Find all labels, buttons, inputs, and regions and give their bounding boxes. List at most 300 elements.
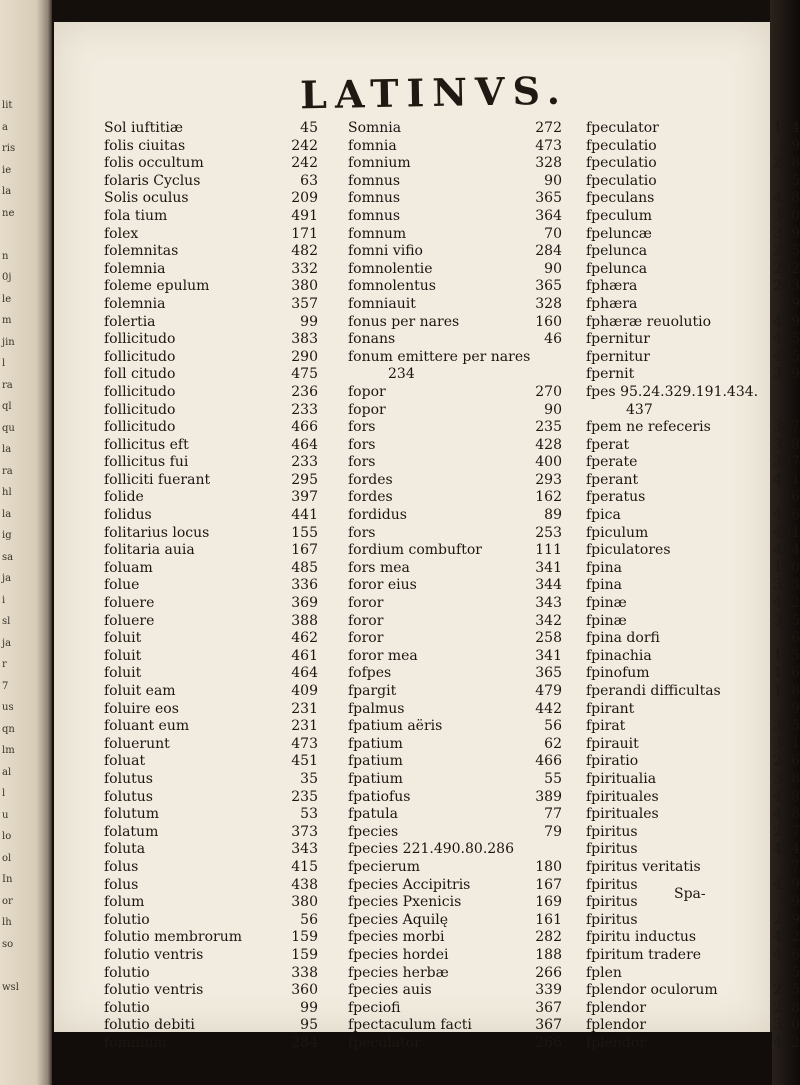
index-entry — [586, 402, 800, 420]
entry-page-number: 379 — [773, 366, 800, 383]
entry-page-number: 55 — [544, 770, 562, 787]
entry-page-number: 176 — [773, 665, 800, 682]
entry-page-number: 328 — [535, 295, 562, 312]
entry-page-number: 114 — [773, 120, 800, 136]
index-entry — [586, 701, 800, 719]
entry-page-number: 397 — [291, 489, 318, 506]
entry-term: fpectaculum facti — [348, 1017, 472, 1034]
margin-fragment: wsl — [2, 981, 19, 993]
index-entry — [348, 402, 562, 420]
index-entry — [104, 1000, 318, 1018]
index-entry — [104, 841, 318, 859]
catchword: Spa- — [674, 886, 706, 902]
entry-page-number: 464 — [291, 436, 318, 453]
entry-page-number: 253 — [535, 524, 562, 541]
index-entry — [586, 472, 800, 490]
entry-page-number: 190 — [773, 559, 800, 576]
entry-page-number: 344 — [535, 577, 562, 594]
entry-term: fpecies morbi — [348, 929, 445, 946]
entry-page-number: 169 — [535, 894, 562, 911]
entry-page-number: 111 — [535, 542, 562, 559]
margin-fragment: so — [2, 938, 14, 950]
index-entry — [104, 261, 318, 279]
entry-term: fomniauit — [348, 295, 416, 312]
index-entry — [586, 120, 800, 138]
index-entry — [104, 314, 318, 332]
entry-term: fpes 95.24.329.191.434. — [586, 383, 759, 400]
entry-page-number: 233 — [291, 454, 318, 471]
entry-page-number: 209 — [291, 190, 318, 207]
margin-fragment: qn — [2, 723, 15, 735]
entry-term: fplen — [586, 964, 622, 981]
margin-fragment: ig — [2, 530, 12, 541]
entry-page-number: 99 — [300, 313, 318, 330]
index-entry — [348, 243, 562, 261]
index-entry — [104, 138, 318, 156]
entry-term: fordium combuftor — [348, 542, 482, 559]
entry-term: fomnum — [348, 225, 407, 242]
entry-term: fpecies Aquilę — [348, 911, 448, 928]
entry-term: fordes — [348, 471, 393, 488]
entry-term: follicitudo — [104, 383, 176, 400]
entry-term: foror eius — [348, 577, 417, 594]
index-entry — [586, 208, 800, 226]
entry-page-number: 479 — [535, 683, 562, 699]
margin-fragment: lit — [2, 100, 13, 111]
entry-page-number: 167 — [535, 876, 562, 893]
entry-term: fplendor — [586, 1034, 647, 1051]
entry-page-number: 295 — [291, 471, 318, 488]
entry-term: fpiritus veritatis — [586, 858, 701, 875]
entry-term: 234 — [388, 366, 415, 383]
index-entry — [348, 806, 562, 824]
index-entry — [586, 771, 800, 789]
entry-page-number: 231 — [291, 700, 318, 717]
margin-fragment: l — [2, 788, 6, 799]
entry-page-number: 464 — [291, 665, 318, 682]
entry-page-number: 338 — [291, 964, 318, 981]
index-entry — [348, 331, 562, 349]
entry-page-number: 236 — [291, 383, 318, 400]
entry-page-number: 56 — [544, 718, 562, 735]
entry-term: folutus — [104, 770, 153, 787]
entry-page-number: 90 — [544, 260, 562, 277]
entry-page-number: 180 — [535, 858, 562, 875]
entry-page-number: 76 — [782, 630, 800, 647]
index-entry — [104, 437, 318, 455]
entry-term: fpatium — [348, 753, 403, 770]
index-entry — [586, 542, 800, 560]
entry-term: foleme epulum — [104, 278, 210, 295]
page-header: LATINVS. — [299, 67, 569, 118]
entry-term: foluerunt — [104, 735, 170, 752]
index-entry — [586, 419, 800, 437]
entry-page-number: 389 — [535, 788, 562, 805]
margin-fragment: i — [2, 594, 6, 606]
entry-page-number: 159 — [291, 946, 318, 963]
index-entry — [586, 577, 800, 595]
entry-term: Sol iuftitiæ — [104, 120, 183, 136]
entry-term: fpeculator — [348, 1034, 421, 1051]
entry-page-number: 365 — [535, 190, 562, 207]
index-entry — [348, 1035, 562, 1053]
entry-term: fpiritus — [586, 911, 638, 928]
index-entry — [104, 648, 318, 666]
entry-term: fomnus — [348, 172, 401, 189]
entry-page-number: 475 — [291, 366, 318, 383]
entry-page-number: 69 — [782, 137, 800, 154]
index-entry — [348, 982, 562, 1000]
index-entry — [348, 437, 562, 455]
entry-term: fpecies 221.490.80.286 — [348, 841, 514, 858]
entry-page-number: 441 — [291, 507, 318, 524]
index-entry — [348, 613, 562, 631]
index-entry — [348, 841, 562, 859]
entry-term: fordidus — [348, 507, 407, 524]
index-entry — [104, 771, 318, 789]
index-entry — [586, 138, 800, 156]
entry-term: fonum emittere per nares — [348, 348, 531, 365]
entry-page-number: 49 — [782, 295, 800, 312]
entry-page-number: 434 — [773, 542, 800, 559]
entry-page-number: 235 — [291, 788, 318, 805]
index-entry — [586, 859, 800, 877]
entry-term: foror mea — [348, 647, 418, 664]
index-entry — [348, 859, 562, 877]
index-entry — [104, 701, 318, 719]
index-entry — [348, 683, 562, 701]
entry-page-number: 75 — [782, 172, 800, 189]
margin-fragment: sa — [2, 551, 14, 563]
entry-term: fonans — [348, 331, 396, 348]
entry-page-number: 258 — [773, 999, 800, 1016]
entry-page-number: 233 — [291, 401, 318, 418]
entry-term: fphæra — [586, 278, 638, 295]
entry-page-number: 461 — [291, 647, 318, 664]
entry-page-number: 266 — [535, 1034, 562, 1051]
entry-page-number: 369 — [291, 595, 318, 612]
margin-fragment: hl — [2, 487, 12, 498]
entry-term: fpecies hordei — [348, 946, 449, 963]
margin-fragment: ris — [2, 143, 16, 154]
entry-page-number: 438 — [291, 876, 318, 893]
entry-page-number: 345 — [773, 718, 800, 735]
index-entry — [348, 947, 562, 965]
entry-page-number: 388 — [291, 612, 318, 629]
entry-page-number: 367 — [535, 1017, 562, 1034]
index-entry — [348, 789, 562, 807]
entry-term: fpinofum — [586, 665, 650, 682]
entry-page-number: 279 — [773, 911, 800, 928]
index-entry — [348, 314, 562, 332]
entry-page-number: 242 — [291, 155, 318, 172]
entry-term: folutio — [104, 999, 150, 1016]
index-entry — [586, 736, 800, 754]
entry-page-number: 428 — [535, 436, 562, 453]
entry-term: follicitudo — [104, 401, 176, 418]
entry-term: fperat — [586, 436, 630, 453]
index-entry — [348, 366, 562, 384]
entry-page-number: 77 — [544, 806, 562, 823]
entry-page-number: 418 — [773, 788, 800, 805]
entry-page-number: 456 — [773, 946, 800, 963]
margin-fragment: ol — [2, 852, 12, 864]
entry-term: fpeculum — [586, 207, 653, 224]
index-entry — [586, 261, 800, 279]
entry-term: foluta — [104, 841, 146, 858]
entry-page-number: 284 — [535, 243, 562, 260]
index-entry — [104, 824, 318, 842]
entry-term: fpeciofi — [348, 999, 401, 1016]
entry-term: fomnus — [348, 190, 401, 207]
entry-term: foluere — [104, 595, 155, 612]
entry-page-number: 452 — [773, 929, 800, 946]
entry-term: folutus — [104, 788, 153, 805]
entry-term: folitaria auia — [104, 542, 195, 559]
entry-term: fpica — [586, 507, 621, 524]
entry-term: fpecies Accipitris — [348, 876, 471, 893]
margin-fragment: lm — [2, 745, 15, 756]
index-entry — [348, 542, 562, 560]
entry-page-number: 426 — [773, 507, 800, 524]
index-entry — [348, 261, 562, 279]
entry-term: fpecierum — [348, 858, 421, 875]
index-entry — [104, 384, 318, 402]
entry-term: fors — [348, 436, 376, 453]
index-entry — [586, 525, 800, 543]
index-entry — [104, 947, 318, 965]
index-entry — [104, 208, 318, 226]
index-entry — [104, 454, 318, 472]
entry-page-number: 89 — [544, 507, 562, 524]
entry-page-number: 421 — [773, 471, 800, 488]
index-entry — [586, 437, 800, 455]
index-entry — [104, 877, 318, 895]
index-entry — [586, 595, 800, 613]
index-entry — [104, 736, 318, 754]
margin-fragment: m — [2, 315, 12, 326]
entry-term: fpecies herbæ — [348, 964, 449, 981]
entry-page-number: 99 — [300, 999, 318, 1016]
entry-page-number: 328 — [773, 436, 800, 453]
margin-fragment: sl — [2, 616, 11, 627]
entry-page-number: 345 — [773, 612, 800, 629]
entry-page-number: 159 — [291, 929, 318, 946]
entry-term: fpalmus — [348, 700, 405, 717]
entry-term: fplendor oculorum — [586, 982, 718, 999]
entry-page-number: 47 — [782, 858, 800, 875]
entry-page-number: 59 — [782, 700, 800, 717]
entry-page-number: 365 — [535, 278, 562, 295]
adjacent-page-fragment — [0, 0, 52, 1085]
index-entry — [104, 577, 318, 595]
entry-term: fpirituales — [586, 788, 659, 805]
entry-term: fplendor — [586, 1017, 647, 1034]
entry-term: foluit eam — [104, 683, 176, 699]
index-entry — [104, 1035, 318, 1053]
index-entry — [348, 226, 562, 244]
entry-page-number: 145 — [773, 647, 800, 664]
entry-term: fomnium — [104, 1034, 167, 1051]
entry-term: fpeculatio — [586, 155, 657, 172]
entry-term: fordes — [348, 489, 393, 506]
entry-term: folliciti fuerant — [104, 471, 211, 488]
entry-page-number: 242 — [291, 137, 318, 154]
entry-term: folis ciuitas — [104, 137, 186, 154]
index-entry — [586, 314, 800, 332]
index-entry — [586, 789, 800, 807]
entry-page-number: 46 — [544, 331, 562, 348]
margin-fragment: ra — [2, 379, 13, 391]
entry-term: fopor — [348, 401, 386, 418]
entry-term: Somnia — [348, 120, 402, 136]
index-entry — [586, 173, 800, 191]
entry-term: follicitus eft — [104, 436, 189, 453]
index-entry — [104, 560, 318, 578]
entry-term: fpirant — [586, 700, 635, 717]
entry-term: folus — [104, 876, 139, 893]
entry-term: folutio debiti — [104, 1017, 195, 1034]
index-entry — [586, 630, 800, 648]
entry-page-number: 473 — [291, 735, 318, 752]
margin-fragment: al — [2, 766, 12, 778]
entry-term: follicitus fui — [104, 454, 189, 471]
margin-fragment: us — [2, 702, 14, 713]
entry-term: fpeculans — [586, 190, 655, 207]
entry-page-number: 292 — [773, 260, 800, 277]
margin-fragment: ne — [2, 207, 15, 219]
entry-page-number: 418 — [773, 806, 800, 823]
entry-page-number: 284 — [291, 1034, 318, 1051]
entry-page-number: 35 — [300, 770, 318, 787]
entry-term: fpinæ — [586, 612, 627, 629]
entry-page-number: 215 — [773, 243, 800, 260]
margin-fragment: ie — [2, 164, 12, 176]
entry-term: fpatiofus — [348, 788, 411, 805]
index-entry — [104, 683, 318, 701]
index-entry — [348, 525, 562, 543]
entry-page-number: 46 — [782, 489, 800, 506]
entry-page-number: 380 — [291, 894, 318, 911]
index-entry — [348, 718, 562, 736]
entry-term: fors — [348, 454, 376, 471]
entry-page-number: 270 — [535, 383, 562, 400]
entry-term: folide — [104, 489, 144, 506]
index-entry — [348, 384, 562, 402]
entry-page-number: 328 — [535, 155, 562, 172]
entry-term: fomnolentus — [348, 278, 436, 295]
entry-page-number: 415 — [291, 858, 318, 875]
index-entry — [104, 912, 318, 930]
index-entry — [586, 349, 800, 367]
index-column-1 — [104, 120, 318, 1052]
index-entry — [348, 190, 562, 208]
index-entry — [348, 173, 562, 191]
entry-term: fpirat — [586, 718, 626, 735]
index-entry — [104, 296, 318, 314]
entry-page-number: 167 — [291, 542, 318, 559]
entry-page-number: 492 — [773, 595, 800, 612]
entry-term: fpatium — [348, 735, 403, 752]
margin-fragment: 7 — [2, 680, 9, 692]
entry-page-number: 272 — [535, 120, 562, 136]
entry-term: folutum — [104, 806, 160, 823]
entry-term: fperandi difficultas — [586, 683, 721, 699]
entry-page-number: 161 — [535, 911, 562, 928]
entry-page-number: 357 — [291, 295, 318, 312]
entry-page-number: 332 — [291, 260, 318, 277]
entry-term: folemnitas — [104, 243, 179, 260]
entry-page-number: 258 — [535, 630, 562, 647]
margin-fragment: or — [2, 895, 13, 907]
entry-page-number: 45 — [300, 120, 318, 136]
index-entry — [586, 965, 800, 983]
index-entry — [104, 859, 318, 877]
entry-page-number: 482 — [291, 243, 318, 260]
margin-fragment: jin — [2, 336, 15, 348]
margin-fragment: le — [2, 293, 12, 305]
entry-term: folum — [104, 894, 145, 911]
entry-term: folidus — [104, 507, 152, 524]
index-entry — [586, 243, 800, 261]
margin-fragment: ql — [2, 401, 12, 412]
margin-fragment: la — [2, 508, 12, 520]
entry-page-number: 231 — [291, 718, 318, 735]
entry-term: fperatus — [586, 489, 646, 506]
entry-term: fors — [348, 419, 376, 436]
index-entry — [348, 701, 562, 719]
entry-page-number: 339 — [535, 982, 562, 999]
entry-page-number: 459 — [773, 876, 800, 893]
entry-page-number: 465 — [773, 331, 800, 348]
entry-term: fpirauit — [586, 735, 639, 752]
index-entry — [104, 489, 318, 507]
entry-page-number: 343 — [535, 595, 562, 612]
entry-term: folutio ventris — [104, 946, 204, 963]
index-entry — [348, 824, 562, 842]
entry-page-number: 343 — [291, 841, 318, 858]
index-entry — [586, 613, 800, 631]
entry-page-number: 336 — [291, 577, 318, 594]
entry-term: fpina — [586, 577, 622, 594]
entry-page-number: 70 — [544, 225, 562, 242]
entry-page-number: 342 — [535, 612, 562, 629]
entry-term: fpiritus — [586, 823, 638, 840]
index-entry — [586, 841, 800, 859]
entry-page-number: 293 — [535, 471, 562, 488]
index-entry — [348, 595, 562, 613]
entry-page-number: 361 — [773, 735, 800, 752]
index-entry — [104, 965, 318, 983]
margin-fragment: l — [2, 358, 6, 369]
index-entry — [348, 965, 562, 983]
entry-term: folutio — [104, 911, 150, 928]
entry-term: fopor — [348, 383, 386, 400]
index-entry — [104, 595, 318, 613]
index-entry — [348, 419, 562, 437]
entry-term: fplendor — [586, 999, 647, 1016]
index-entry — [348, 472, 562, 490]
index-entry — [586, 982, 800, 1000]
entry-page-number: 429 — [773, 313, 800, 330]
entry-term: fpatula — [348, 806, 398, 823]
index-entry — [104, 718, 318, 736]
entry-term: fpelunca — [586, 260, 648, 277]
entry-page-number: 155 — [291, 524, 318, 541]
entry-term: Solis oculus — [104, 190, 189, 207]
entry-term: foluire eos — [104, 700, 179, 717]
index-entry — [104, 155, 318, 173]
